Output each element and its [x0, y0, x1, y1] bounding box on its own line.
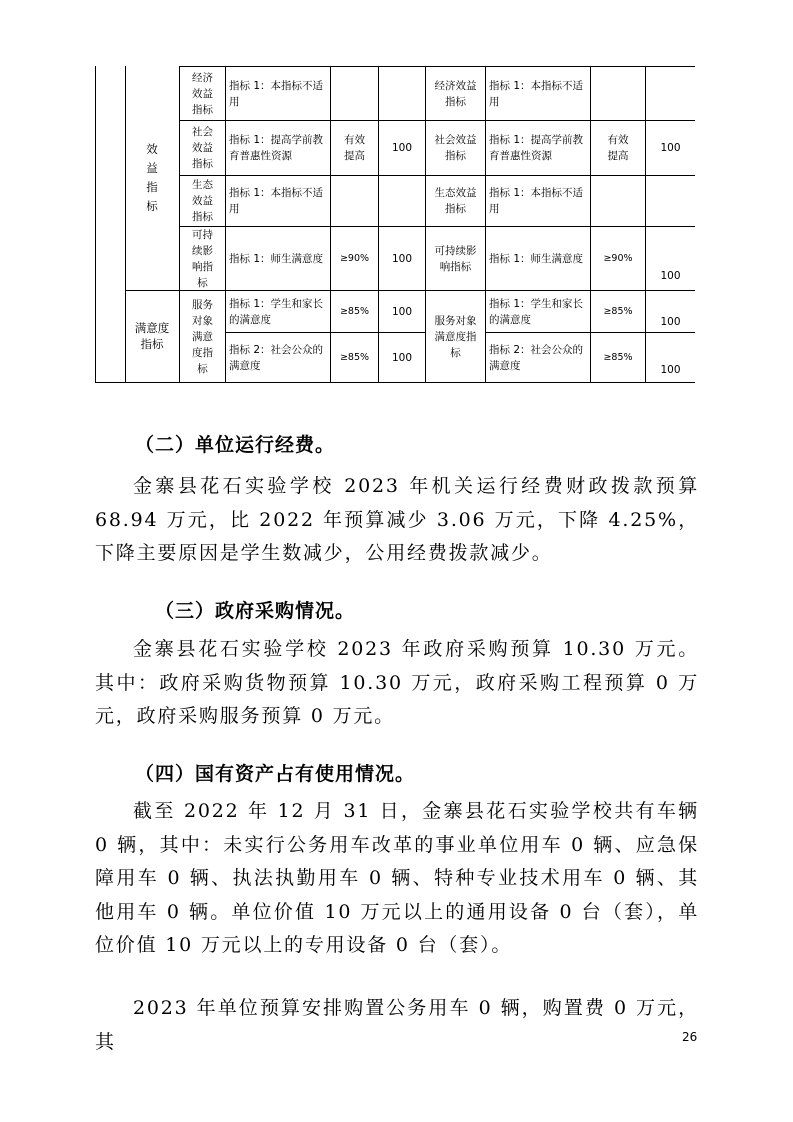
row-value-left: ≥90%	[339, 252, 370, 264]
service-indicator-left: 指标 1：学生和家长的满意度	[229, 297, 324, 326]
section-paragraph: 2023 年单位预算安排购置公务用车 0 辆，购置费 0 万元，其	[95, 997, 699, 1053]
service-score-left: 100	[391, 351, 413, 364]
row-sub-left: 经济效益指标	[192, 71, 213, 116]
row-indicator-left: 指标 1：本指标不适用	[229, 187, 324, 215]
section-paragraph: 金寨县花石实验学校 2023 年机关运行经费财政拨款预算 68.94 万元，比 2022 年预算减少 3.06 万元，下降 4.25%，下降主要原因是学生数减少，公用经费拨款减少。	[95, 475, 699, 565]
row-score-left	[379, 176, 425, 226]
table-line	[225, 66, 226, 382]
service-indicator-right: 指标 1：学生和家长的满意度	[489, 297, 584, 326]
section-heading: （四）国有资产占有使用情况。	[135, 763, 416, 785]
service-value-left: ≥85%	[339, 305, 370, 317]
group-satisfaction-cell	[125, 290, 179, 382]
table-line	[95, 66, 96, 382]
section-heading: （三）政府采购情况。	[155, 600, 356, 622]
page-number: 26	[682, 1030, 698, 1044]
service-score-right: 100	[660, 316, 681, 328]
service-score-left: 100	[391, 305, 413, 318]
row-value-left: 有效提高	[344, 134, 365, 162]
row-sub-left: 社会效益指标	[192, 126, 213, 170]
row-indicator-right: 指标 1：本指标不适用	[489, 187, 584, 215]
row-sub-left: 可持续影响指标	[192, 228, 213, 289]
row-value-left	[331, 67, 378, 120]
row-score-left: 100	[391, 142, 413, 154]
service-value-left: ≥85%	[339, 351, 370, 363]
service-value-right: ≥85%	[603, 351, 633, 363]
section-paragraph: 截至 2022 年 12 月 31 日，金寨县花石实验学校共有车辆 0 辆，其中：未实行公务用车改革的事业单位用车 0 辆、应急保障用车 0 辆、执法执勤用车 0 辆、特种专业技术用车 0 辆、其他用车 0 辆。单位价值 10 万元以上的通用设备 0 台（套），单位价值 10 万元以上的专用设备 0 台（套）。	[95, 800, 699, 957]
row-indicator-left: 指标 1：提高学前教育普惠性资源	[229, 134, 324, 162]
row-score-right: 100	[660, 142, 681, 154]
row-indicator-right: 指标 1：提高学前教育普惠性资源	[489, 134, 584, 162]
row-score-right	[646, 67, 695, 120]
group-benefit-label: 效益指标	[146, 142, 158, 213]
row-value-right: 有效提高	[607, 134, 629, 162]
row-value-right	[591, 67, 645, 120]
performance-table	[95, 66, 695, 382]
row-sub-right: 生态效益指标	[434, 187, 477, 215]
table-line	[95, 382, 695, 383]
service-sub-left: 服务对象满意度指标	[192, 298, 213, 375]
section-heading: （二）单位运行经费。	[135, 434, 336, 456]
section-paragraph: 金寨县花石实验学校 2023 年政府采购预算 10.30 万元。其中：政府采购货物预算 10.30 万元，政府采购工程预算 0 万元，政府采购服务预算 0 万元。	[95, 638, 699, 728]
row-value-right: ≥90%	[603, 252, 633, 264]
row-indicator-left: 指标 1：师生满意度	[229, 252, 324, 265]
service-score-right: 100	[660, 364, 681, 376]
row-sub-right: 社会效益指标	[434, 134, 477, 162]
table-line	[485, 66, 486, 382]
service-value-right: ≥85%	[603, 305, 633, 317]
row-sub-right: 可持续影响指标	[434, 244, 477, 273]
row-sub-left: 生态效益指标	[192, 179, 213, 223]
group-benefit-cell	[125, 66, 179, 290]
service-indicator-right: 指标 2：社会公众的满意度	[489, 343, 584, 372]
row-value-left	[331, 176, 378, 226]
row-sub-right: 经济效益指标	[434, 79, 477, 108]
service-sub-right: 服务对象满意度指标	[434, 314, 477, 359]
row-score-left: 100	[391, 252, 413, 265]
group-satisfaction-label: 满意度指标	[134, 321, 170, 351]
row-value-right	[591, 176, 645, 226]
row-score-right	[646, 176, 695, 226]
row-indicator-right: 指标 1：本指标不适用	[489, 79, 584, 108]
row-score-right: 100	[660, 270, 681, 282]
row-indicator-right: 指标 1：师生满意度	[489, 252, 584, 265]
row-indicator-left: 指标 1：本指标不适用	[229, 79, 324, 108]
row-score-left	[379, 67, 425, 120]
service-indicator-left: 指标 2：社会公众的满意度	[229, 343, 324, 372]
